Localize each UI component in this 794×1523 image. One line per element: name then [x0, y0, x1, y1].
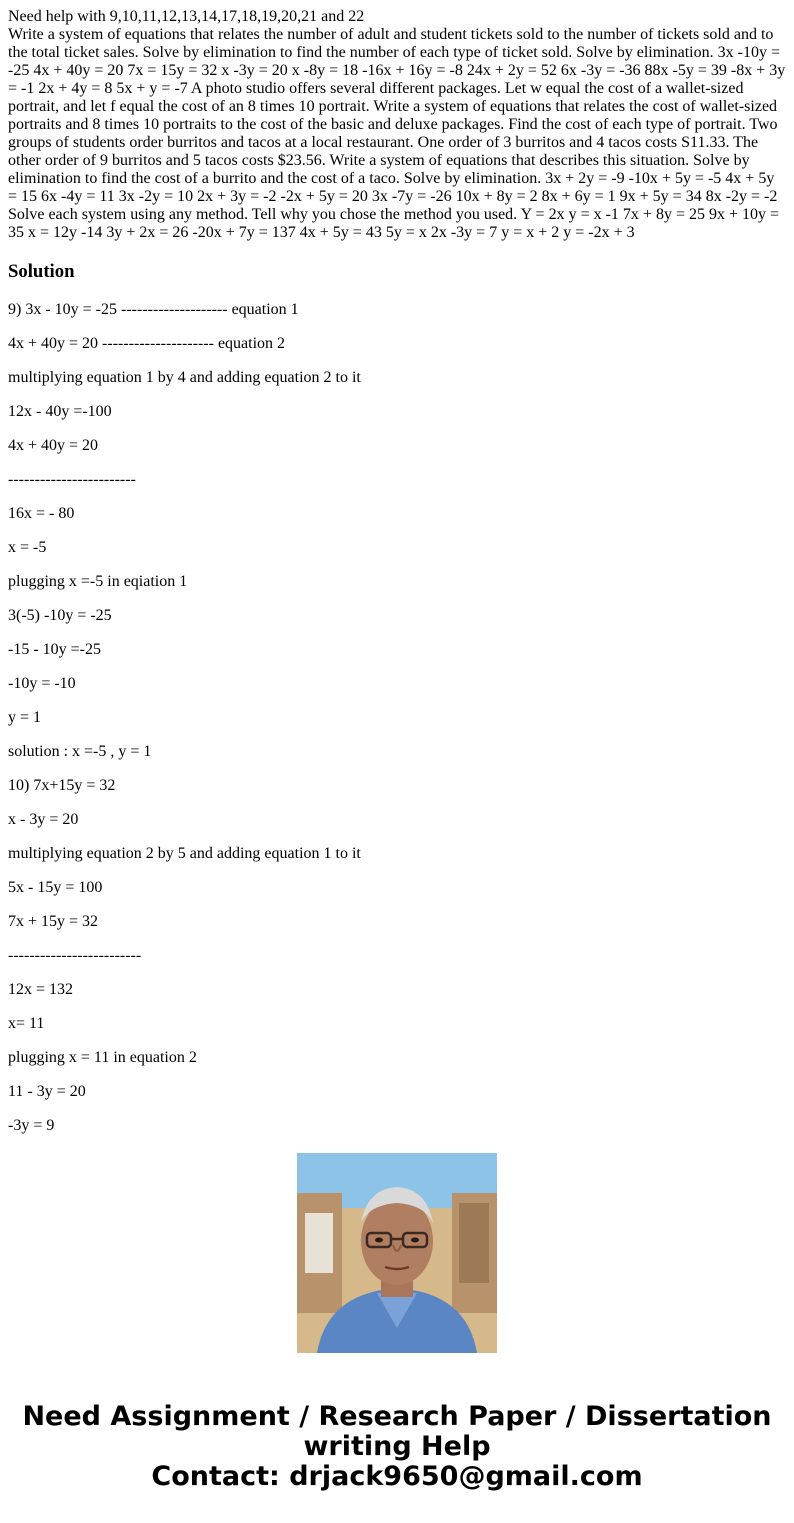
promo-line-2: writing Help: [303, 1431, 491, 1462]
author-portrait-image: [297, 1153, 497, 1353]
solution-step: 11 - 3y = 20: [8, 1083, 86, 1100]
solution-step: 5x - 15y = 100: [8, 879, 103, 896]
question-body: Write a system of equations that relates the number of adult and student tickets sold to the number of tickets sold and to the total ticket sales. Solve by elimination to find the number of each type of ticket sold. Solve by elimination. 3x -10y = -25 4x + 40y = 20 7x = 15y = 32 x -3y = 20 x -8y = 18 -16x + 16y = -8 24x + 2y = 52 6x -3y = -36 88x -5y = 39 -8x + 3y = -1 2x + 4y = 8 5x + y = -7 A photo studio offers several different packages. Let w equal the cost of a wallet-sized portrait, and let f equal the cost of an 8 times 10 portrait. Write a system of equations that relates the cost of wallet-sized portraits and 8 times 10 portraits to the cost of the basic and deluxe packages. Find the cost of each type of portrait. Two groups of students order burritos and tacos at a local restaurant. One order of 3 burritos and 4 tacos costs S11.33. The other order of 9 burritos and 5 tacos costs $23.56. Write a system of equations that describes this situation. Solve by elimination to find the cost of a burrito and the cost of a taco. Solve by elimination. 3x + 2y = -9 -10x + 5y = -5 4x + 5y = 15 6x -4y = 11 3x -2y = 10 2x + 3y = -2 -2x + 5y = 20 3x -7y = -26 10x + 8y = 2 8x + 6y = 1 9x + 5y = 34 8x -2y = -2 Solve each system using any method. Tell why you chose the method you used. Y = 2x y = x -1 7x + 8y = 25 9x + 10y = 35 x = 12y -14 3y + 2x = 26 -20x + 7y = 137 4x + 5y = 43 5y = x 2x -3y = 7 y = x + 2 y = -2x + 3: [8, 26, 786, 241]
author-avatar: [297, 1153, 497, 1353]
solution-step: -10y = -10: [8, 675, 76, 692]
promo-banner: [0, 1402, 794, 1492]
solution-step: 12x = 132: [8, 981, 74, 998]
solution-step: x= 11: [8, 1015, 45, 1032]
solution-step: 16x = - 80: [8, 505, 75, 522]
solution-step: y = 1: [8, 709, 42, 726]
solution-step: multiplying equation 1 by 4 and adding equation 2 to it: [8, 369, 361, 386]
promo-contact-line: Contact: drjack9650@gmail.com: [151, 1461, 643, 1492]
document-content: [8, 8, 786, 1134]
solution-step: ------------------------: [8, 471, 136, 488]
solution-step: plugging x =-5 in eqiation 1: [8, 573, 188, 590]
solution-step: 3(-5) -10y = -25: [8, 607, 112, 624]
solution-step: 10) 7x+15y = 32: [8, 777, 116, 794]
solution-steps: [8, 301, 786, 1135]
solution-step: x - 3y = 20: [8, 811, 79, 828]
solution-step: multiplying equation 2 by 5 and adding equation 1 to it: [8, 845, 361, 862]
solution-step: 4x + 40y = 20: [8, 437, 99, 454]
solution-step: -15 - 10y =-25: [8, 641, 102, 658]
solution-step: -------------------------: [8, 947, 142, 964]
solution-step: x = -5: [8, 539, 47, 556]
solution-step: 7x + 15y = 32: [8, 913, 99, 930]
solution-step: -3y = 9: [8, 1117, 55, 1134]
solution-step: 9) 3x - 10y = -25 -------------------- equation 1: [8, 301, 299, 318]
solution-heading: Solution: [8, 261, 75, 282]
solution-step: 4x + 40y = 20 --------------------- equation 2: [8, 335, 286, 352]
solution-step: 12x - 40y =-100: [8, 403, 112, 420]
solution-step: plugging x = 11 in equation 2: [8, 1049, 197, 1066]
promo-line-1: Need Assignment / Research Paper / Dissertation: [22, 1401, 772, 1432]
question-title: Need help with 9,10,11,12,13,14,17,18,19,20,21 and 22: [8, 8, 365, 25]
solution-step: solution : x =-5 , y = 1: [8, 743, 152, 760]
